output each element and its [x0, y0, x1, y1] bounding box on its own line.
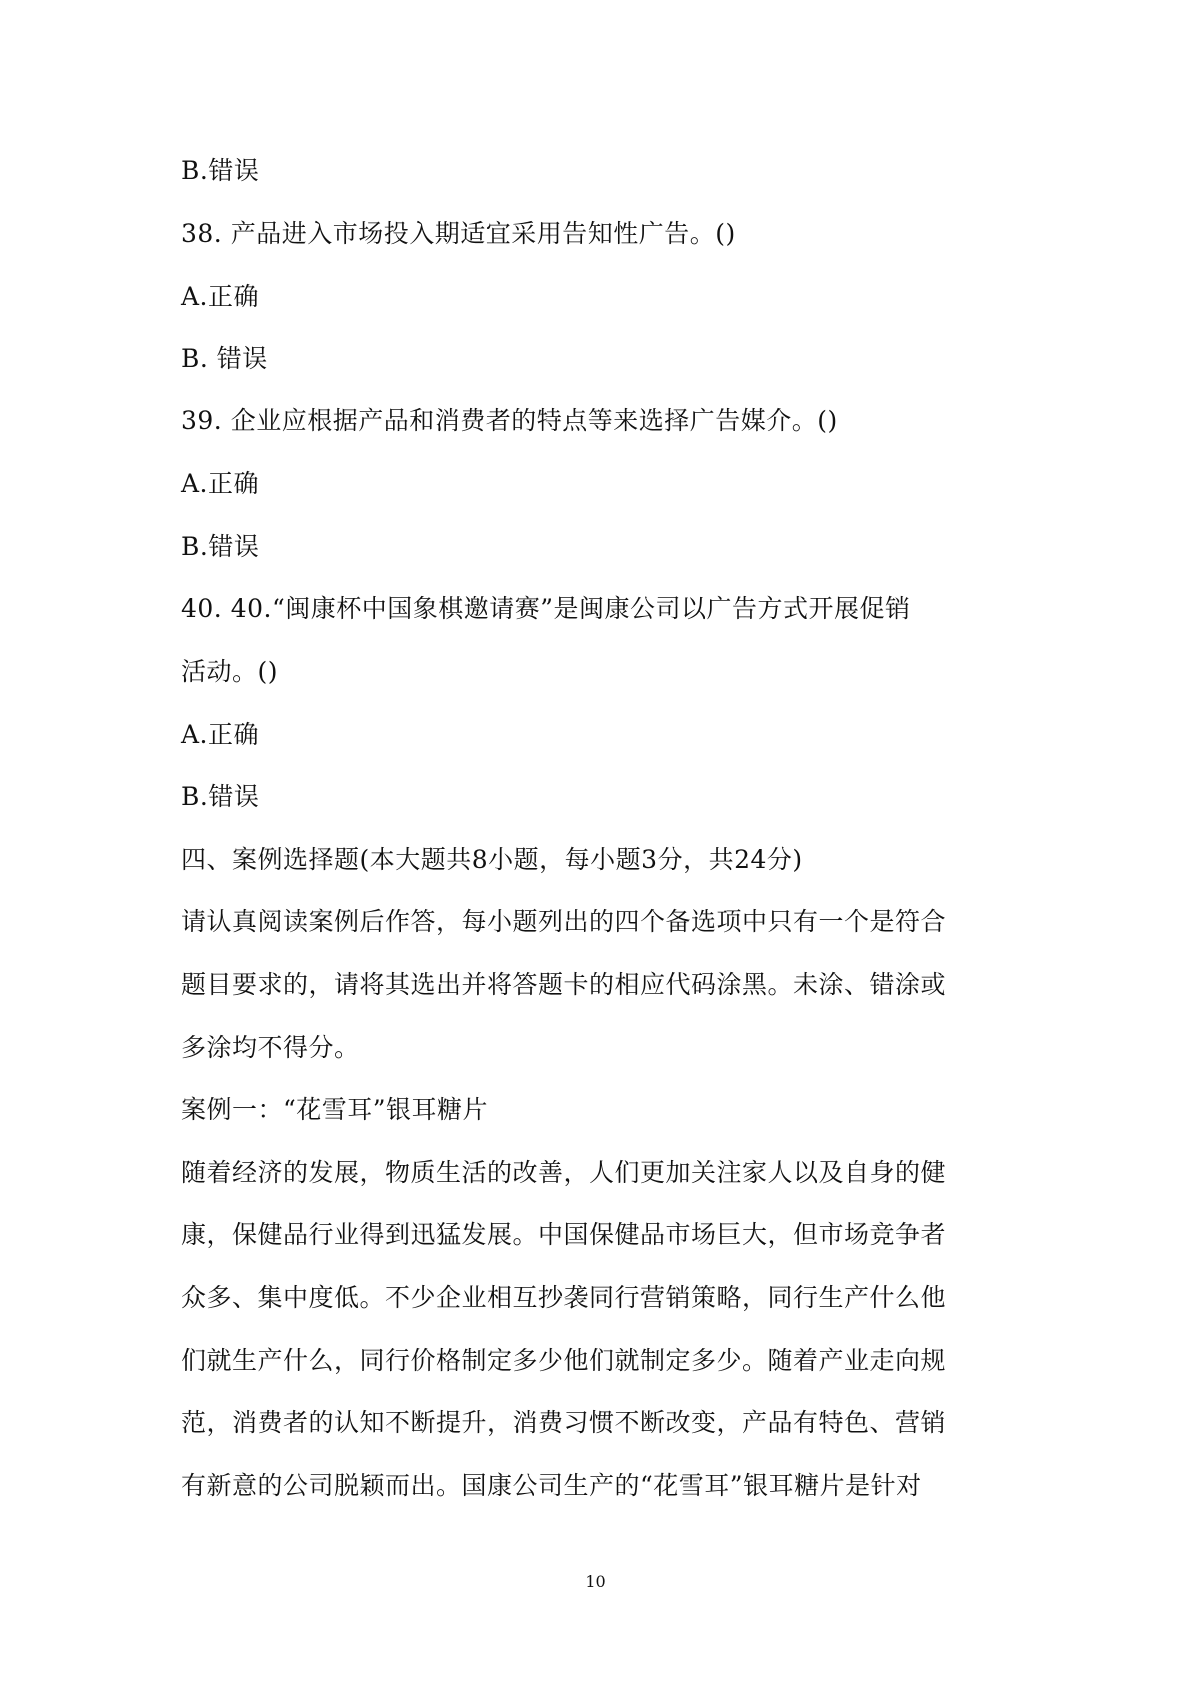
paragraph-line: 范，消费者的认知不断提升，消费习惯不断改变，产品有特色、营销 [181, 1408, 947, 1437]
question-40: 40. 40.“闽康杯中国象棋邀请赛”是闽康公司以广告方式开展促销 [181, 594, 911, 623]
option-a: A.正确 [181, 282, 260, 311]
text-line: B.错误 [181, 156, 260, 185]
page-number: 10 [585, 1572, 606, 1591]
question-39: 39. 企业应根据产品和消费者的特点等来选择广告媒介。() [181, 406, 838, 435]
case-title: 案例一：“花雪耳”银耳糖片 [181, 1095, 489, 1124]
paragraph-line: 随着经济的发展，物质生活的改善，人们更加关注家人以及自身的健 [181, 1158, 947, 1187]
instruction-line: 请认真阅读案例后作答，每小题列出的四个备选项中只有一个是符合 [181, 907, 947, 936]
instruction-line: 多涂均不得分。 [181, 1033, 360, 1062]
paragraph-line: 众多、集中度低。不少企业相互抄袭同行营销策略，同行生产什么他 [181, 1283, 947, 1312]
option-b: B.错误 [181, 782, 260, 811]
paragraph-line: 们就生产什么，同行价格制定多少他们就制定多少。随着产业走向规 [181, 1346, 947, 1375]
option-b: B. 错误 [181, 344, 268, 373]
option-a: A.正确 [181, 469, 260, 498]
question-38: 38. 产品进入市场投入期适宜采用告知性广告。() [181, 219, 736, 248]
instruction-line: 题目要求的，请将其选出并将答题卡的相应代码涂黑。未涂、错涂或 [181, 970, 947, 999]
question-40-continued: 活动。() [181, 657, 279, 686]
section-heading: 四、案例选择题(本大题共8小题，每小题3分，共24分) [181, 845, 803, 874]
paragraph-line: 康，保健品行业得到迅猛发展。中国保健品市场巨大，但市场竞争者 [181, 1220, 947, 1249]
option-b: B.错误 [181, 532, 260, 561]
option-a: A.正确 [181, 720, 260, 749]
paragraph-line: 有新意的公司脱颖而出。国康公司生产的“花雪耳”银耳糖片是针对 [181, 1471, 922, 1500]
